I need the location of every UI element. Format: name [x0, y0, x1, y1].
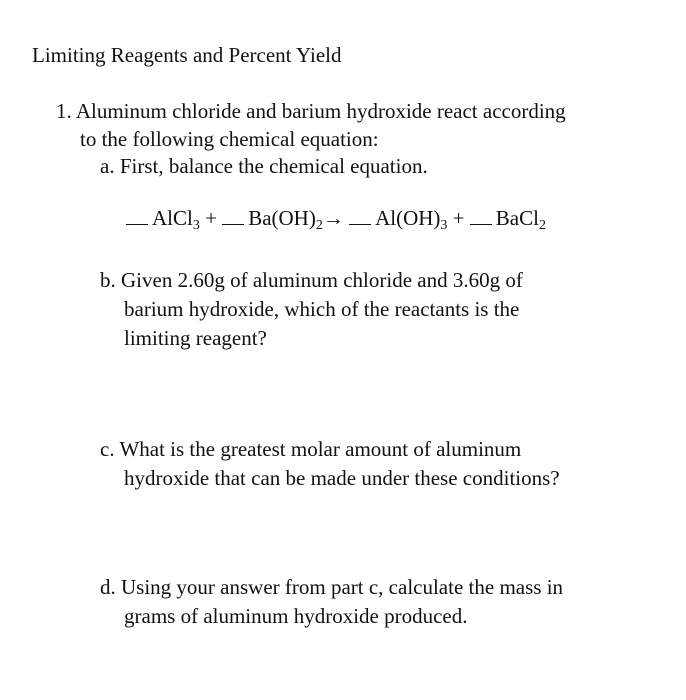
- question-line-2: to the following chemical equation:: [80, 127, 379, 151]
- plus-sign-2: +: [452, 206, 465, 230]
- chemical-equation: [126, 204, 546, 232]
- product-bacl2: BaCl$_2$: [495, 206, 546, 233]
- part-a: [100, 152, 428, 181]
- part-d-label: d.: [100, 575, 116, 599]
- coefficient-blank-3[interactable]: [349, 206, 371, 225]
- plus-sign-1: +: [205, 206, 217, 230]
- question-number: 1.: [56, 99, 72, 123]
- part-b-line-3: limiting reagent?: [124, 326, 267, 350]
- reaction-arrow: →: [322, 206, 344, 230]
- coefficient-blank-2[interactable]: [222, 206, 244, 225]
- part-c-line-2: hydroxide that can be made under these conditions?: [124, 466, 560, 490]
- coefficient-blank-4[interactable]: [470, 206, 492, 225]
- question-line-1: Aluminum chloride and barium hydroxide react according: [75, 99, 566, 123]
- part-d: [100, 573, 563, 631]
- part-d-line-2: grams of aluminum hydroxide produced.: [124, 604, 468, 628]
- part-d-line-1: Using your answer from part c, calculate the mass in: [121, 575, 564, 599]
- part-a-text: First, balance the chemical equation.: [119, 154, 428, 178]
- reactant-baoh2: $Ba(OH)_2$: [248, 206, 323, 233]
- part-b: [100, 266, 523, 353]
- part-c-label: c.: [100, 437, 115, 461]
- part-c: [100, 435, 560, 493]
- part-c-line-1: What is the greatest molar amount of aluminum: [119, 437, 522, 461]
- page-title: Limiting Reagents and Percent Yield: [32, 43, 342, 67]
- part-b-label: b.: [100, 268, 116, 292]
- reactant-alcl3: AlCl$_3$: [152, 206, 200, 233]
- coefficient-blank-1[interactable]: [126, 206, 148, 225]
- product-aloh3: $Al(OH)_3$: [375, 206, 448, 233]
- question-1: [56, 97, 656, 153]
- part-b-line-2: barium hydroxide, which of the reactants is the: [124, 297, 520, 321]
- part-a-label: a.: [100, 154, 115, 178]
- part-b-line-1: Given 2.60g of aluminum chloride and 3.60g of: [121, 268, 523, 292]
